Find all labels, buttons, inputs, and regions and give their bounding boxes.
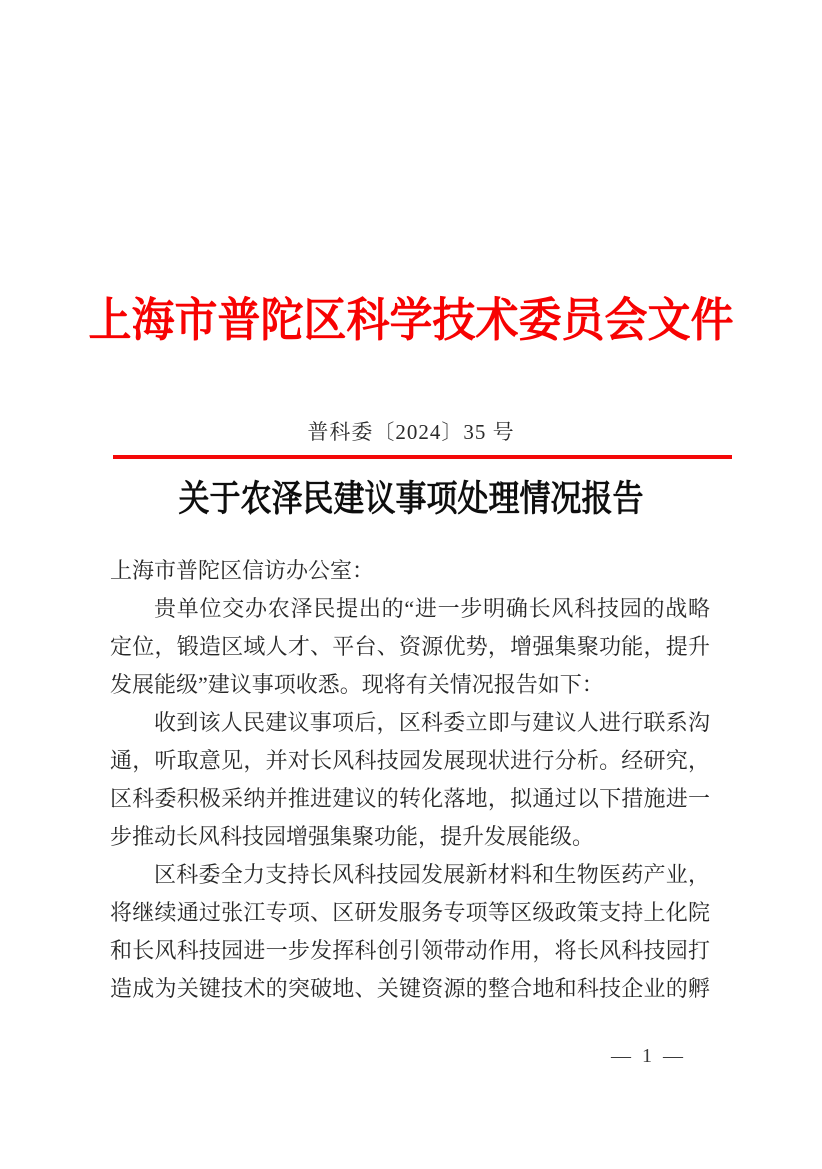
document-body — [110, 552, 710, 1008]
body-line: 和长风科技园进一步发挥科创引领带动作用，将长风科技园打 — [110, 938, 710, 963]
body-line: 定位，锻造区域人才、平台、资源优势，增强集聚功能，提升 — [110, 634, 710, 659]
salutation-line: 上海市普陀区信访办公室： — [110, 558, 375, 583]
body-line: 将继续通过张江专项、区研发服务专项等区级政策支持上化院 — [110, 900, 710, 925]
body-line: 收到该人民建议事项后，区科委立即与建议人进行联系沟 — [154, 710, 710, 735]
page-number: — 1 — — [611, 1045, 686, 1067]
body-line: 造成为关键技术的突破地、关键资源的整合地和科技企业的孵 — [110, 976, 710, 1001]
document-header-title: 上海市普陀区科学技术委员会文件 — [88, 295, 734, 347]
red-separator-line — [113, 455, 732, 459]
body-line: 步推动长风科技园增强集聚功能，提升发展能级。 — [110, 824, 595, 849]
body-line: 贵单位交办农泽民提出的“进一步明确长风科技园的战略 — [154, 596, 710, 621]
body-line: 区科委积极采纳并推进建议的转化落地，拟通过以下措施进一 — [110, 786, 710, 811]
document-number: 普科委〔2024〕35 号 — [307, 420, 515, 444]
body-line: 区科委全力支持长风科技园发展新材料和生物医药产业， — [154, 862, 710, 887]
document-title: 关于农泽民建议事项处理情况报告 — [178, 478, 644, 519]
body-line: 通，听取意见，并对长风科技园发展现状进行分析。经研究， — [110, 748, 710, 773]
body-line: 发展能级”建议事项收悉。现将有关情况报告如下： — [110, 672, 604, 697]
